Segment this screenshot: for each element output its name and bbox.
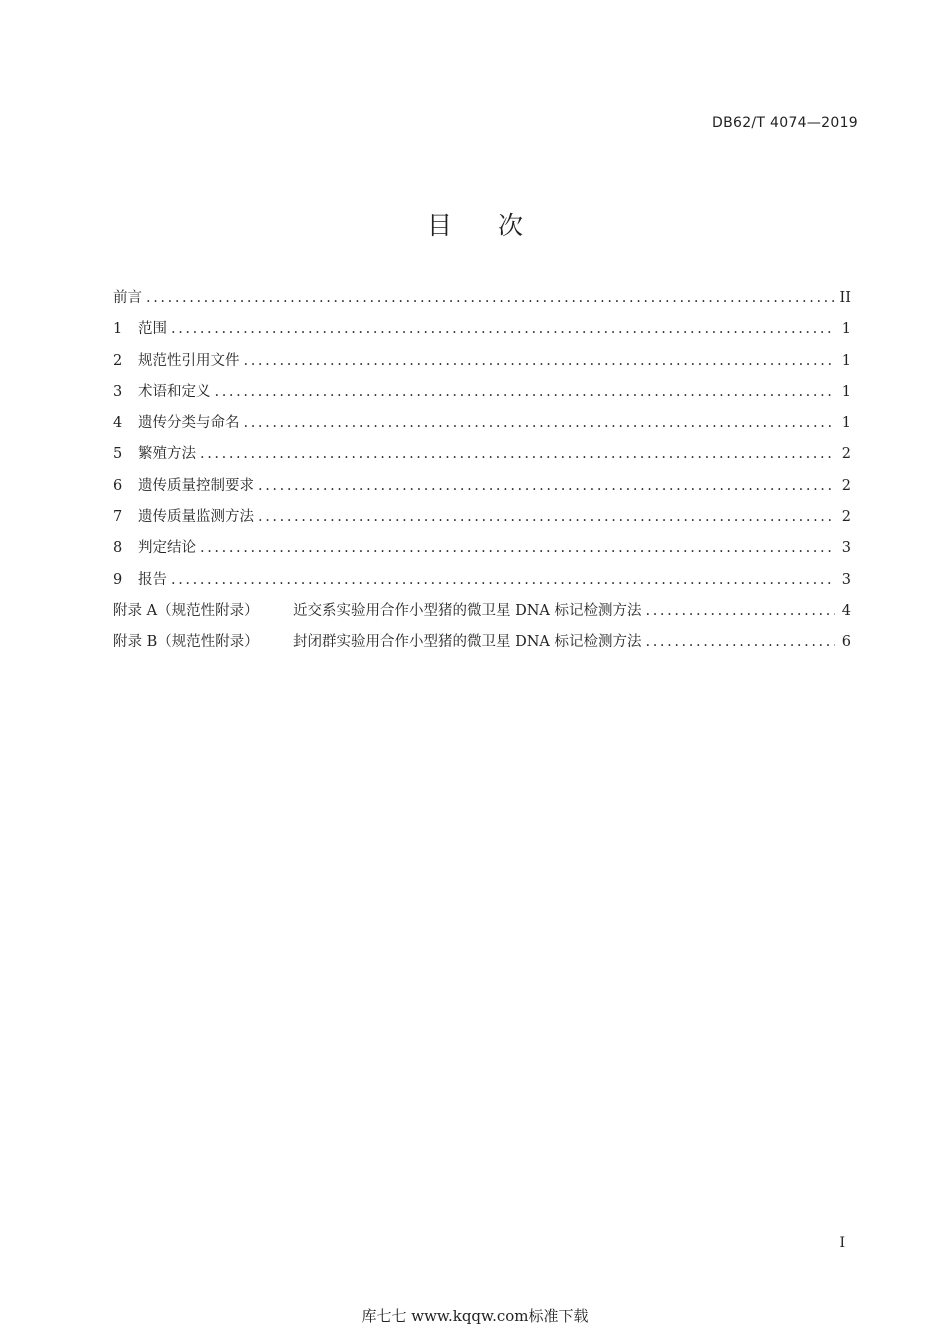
toc-leader-dots [258,509,835,525]
table-of-contents [113,286,851,662]
toc-leader-dots [146,290,835,306]
toc-entry-page: 6 [841,634,851,651]
toc-entry-label: 遗传质量控制要求 [138,477,254,494]
toc-leader-dots [244,353,836,369]
toc-entry-page: 4 [841,602,851,619]
toc-entry-number: 8 [113,540,123,557]
toc-entry-6[interactable] [113,474,851,505]
toc-entry-label: 报告 [138,571,167,588]
toc-entry-page: 3 [841,540,851,557]
toc-entry-page: 1 [841,383,851,400]
toc-entry-number: 3 [113,383,123,400]
toc-leader-dots [171,321,835,337]
toc-leader-dots [646,603,835,619]
page-number: I [839,1235,845,1251]
toc-entry-page: 1 [841,352,851,369]
toc-entry-foreword[interactable] [113,286,851,317]
toc-entry-label: 范围 [138,321,167,338]
toc-entry-annex-b[interactable] [113,630,851,661]
toc-entry-3[interactable] [113,380,851,411]
toc-entry-2[interactable] [113,349,851,380]
toc-leader-dots [646,634,835,650]
toc-entry-number: 2 [113,352,123,369]
toc-entry-number: 9 [113,571,123,588]
toc-leader-dots [244,415,836,431]
toc-entry-label: 遗传质量监测方法 [138,509,254,526]
footer-watermark: 库七七 www.kqqw.com标准下载 [361,1307,589,1325]
toc-entry-label: 遗传分类与命名 [138,415,240,432]
toc-entry-page: 2 [841,446,851,463]
toc-entry-number: 4 [113,415,123,432]
toc-entry-label: 判定结论 [138,540,196,557]
toc-entry-label: 术语和定义 [138,383,211,400]
toc-leader-dots [171,572,835,588]
toc-entry-number: 5 [113,446,123,463]
toc-entry-page: 2 [841,509,851,526]
toc-entry-8[interactable] [113,536,851,567]
toc-entry-9[interactable] [113,568,851,599]
toc-entry-number: 7 [113,509,123,526]
toc-entry-annex-a[interactable] [113,599,851,630]
toc-entry-page: II [839,290,851,306]
toc-annex-designation: 附录 A（规范性附录） [113,602,259,619]
toc-leader-dots [258,478,835,494]
toc-entry-number: 6 [113,477,123,494]
page-title [0,206,950,242]
page-title-char-1: 目 [426,211,452,240]
toc-entry-1[interactable] [113,317,851,348]
doc-code: DB62/T 4074—2019 [712,115,858,131]
toc-entry-label: 规范性引用文件 [138,352,240,369]
toc-entry-page: 1 [841,321,851,338]
toc-entry-page: 2 [841,477,851,494]
toc-entry-label: 近交系实验用合作小型猪的微卫星 DNA 标记检测方法 [293,602,642,619]
toc-entry-label: 前言 [113,290,142,306]
page-title-char-2: 次 [498,211,524,240]
toc-entry-label: 繁殖方法 [138,446,196,463]
toc-leader-dots [200,540,835,556]
toc-entry-4[interactable] [113,411,851,442]
toc-entry-5[interactable] [113,442,851,473]
toc-entry-label: 封闭群实验用合作小型猪的微卫星 DNA 标记检测方法 [293,634,642,651]
toc-leader-dots [200,446,835,462]
toc-entry-7[interactable] [113,505,851,536]
toc-entry-page: 3 [841,571,851,588]
toc-annex-designation: 附录 B（规范性附录） [113,634,259,651]
toc-leader-dots [215,384,836,400]
toc-entry-page: 1 [841,415,851,432]
toc-entry-number: 1 [113,321,123,338]
